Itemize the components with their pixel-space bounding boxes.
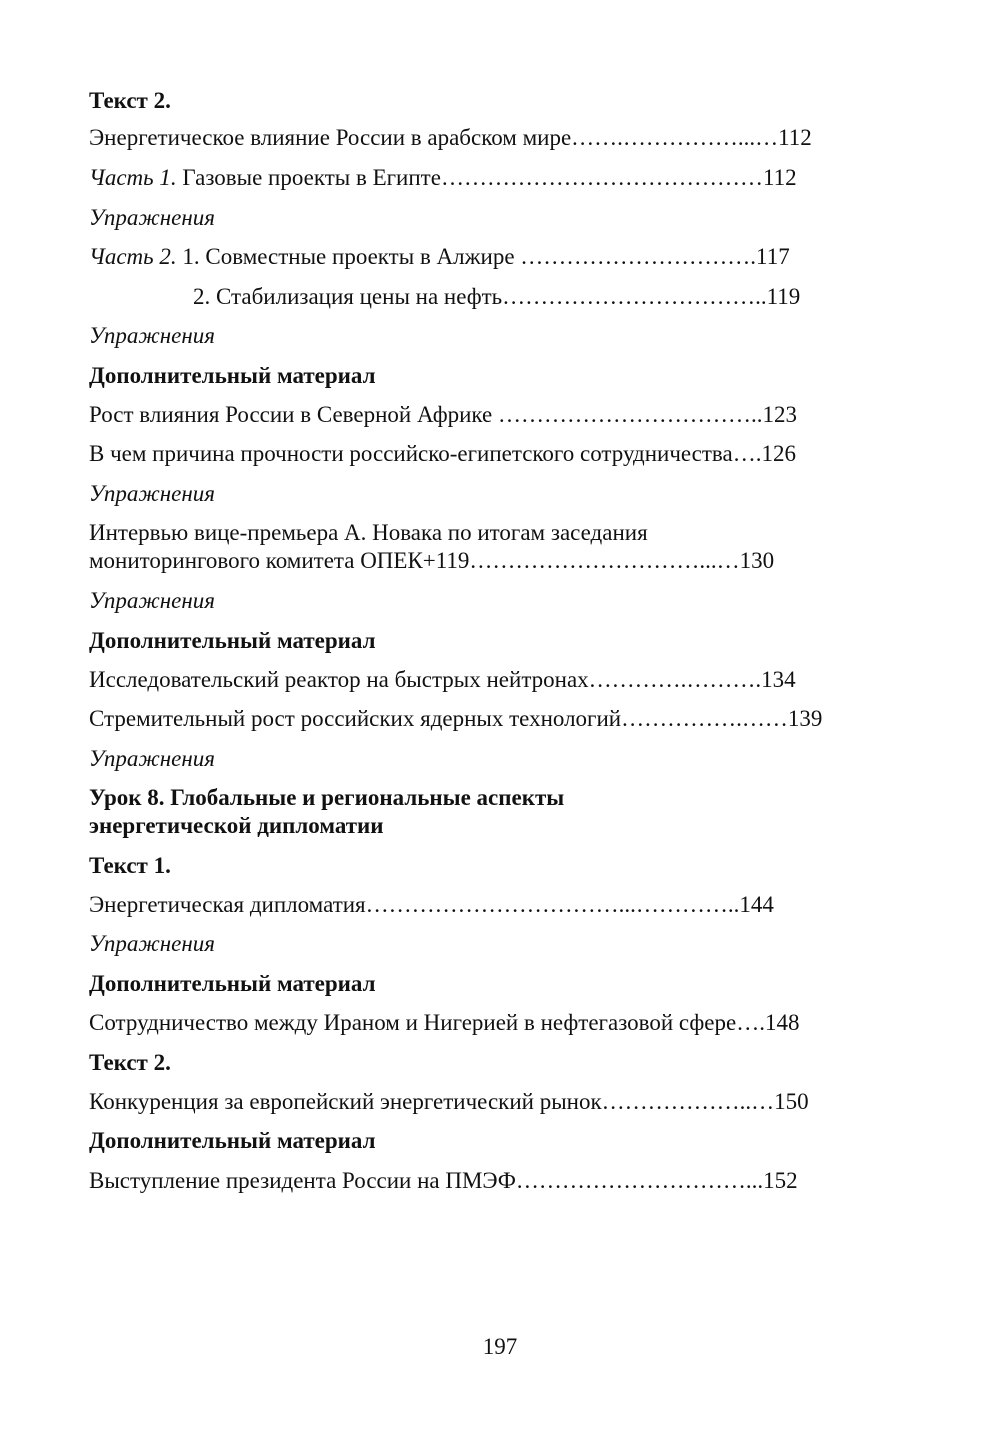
toc-entry-nuclear-tech: Стремительный рост российских ядерных технологий…………….……139: [89, 706, 823, 731]
part-title: 1. Совместные проекты в Алжире ………………………….117: [176, 244, 790, 269]
toc-entry-part1: [89, 164, 797, 192]
exercises-label: Упражнения: [89, 205, 215, 230]
toc-entry-spief-speech: Выступление президента России на ПМЭФ…………………………...152: [89, 1168, 798, 1193]
exercises-label: Упражнения: [89, 931, 215, 956]
page-number: 197: [482, 1334, 518, 1359]
toc-entry-north-africa: Рост влияния России в Северной Африке ……………………………..123: [89, 402, 797, 427]
toc-entry-european-market: Конкуренция за европейский энергетический рынок………………..…150: [89, 1089, 809, 1114]
part-label: Часть 1.: [89, 165, 177, 190]
additional-material-heading: Дополнительный материал: [89, 628, 376, 653]
toc-entry-fast-reactor: Исследовательский реактор на быстрых нейтронах………….……….134: [89, 667, 796, 692]
part-title: Газовые проекты в Египте……………………………………112: [176, 165, 797, 190]
toc-entry-part2: [89, 243, 790, 271]
exercises-label: Упражнения: [89, 323, 215, 348]
additional-material-heading: Дополнительный материал: [89, 363, 376, 388]
exercises-label: Упражнения: [89, 481, 215, 506]
toc-entry-energy-diplomacy: Энергетическая дипломатия……………………………...…………..144: [89, 892, 774, 917]
exercises-label: Упражнения: [89, 588, 215, 613]
heading-text-2: Текст 2.: [89, 1050, 171, 1075]
toc-entry-novak-interview-line1: Интервью вице-премьера А. Новака по итогам заседания: [89, 520, 648, 545]
toc-entry-russian-egyptian: В чем причина прочности российско-египетского сотрудничества….126: [89, 441, 796, 466]
heading-text-1: Текст 1.: [89, 853, 171, 878]
lesson-8-heading-line1: Урок 8. Глобальные и региональные аспекты: [89, 785, 565, 810]
exercises-label: Упражнения: [89, 746, 215, 771]
toc-entry-energy-influence: Энергетическое влияние России в арабском мире…….……………...…112: [89, 125, 812, 150]
part-label: Часть 2.: [89, 244, 177, 269]
toc-entry-novak-interview-line2: мониторингового комитета ОПЕК+119…………………………...…130: [89, 548, 775, 573]
toc-entry-oil-price: 2. Стабилизация цены на нефть……………………………..119: [193, 284, 801, 309]
toc-entry-iran-nigeria: Сотрудничество между Ираном и Нигерией в нефтегазовой сфере….148: [89, 1010, 800, 1035]
additional-material-heading: Дополнительный материал: [89, 971, 376, 996]
lesson-8-heading-line2: энергетической дипломатии: [89, 813, 384, 838]
additional-material-heading: Дополнительный материал: [89, 1128, 376, 1153]
heading-text-2: Текст 2.: [89, 88, 171, 113]
